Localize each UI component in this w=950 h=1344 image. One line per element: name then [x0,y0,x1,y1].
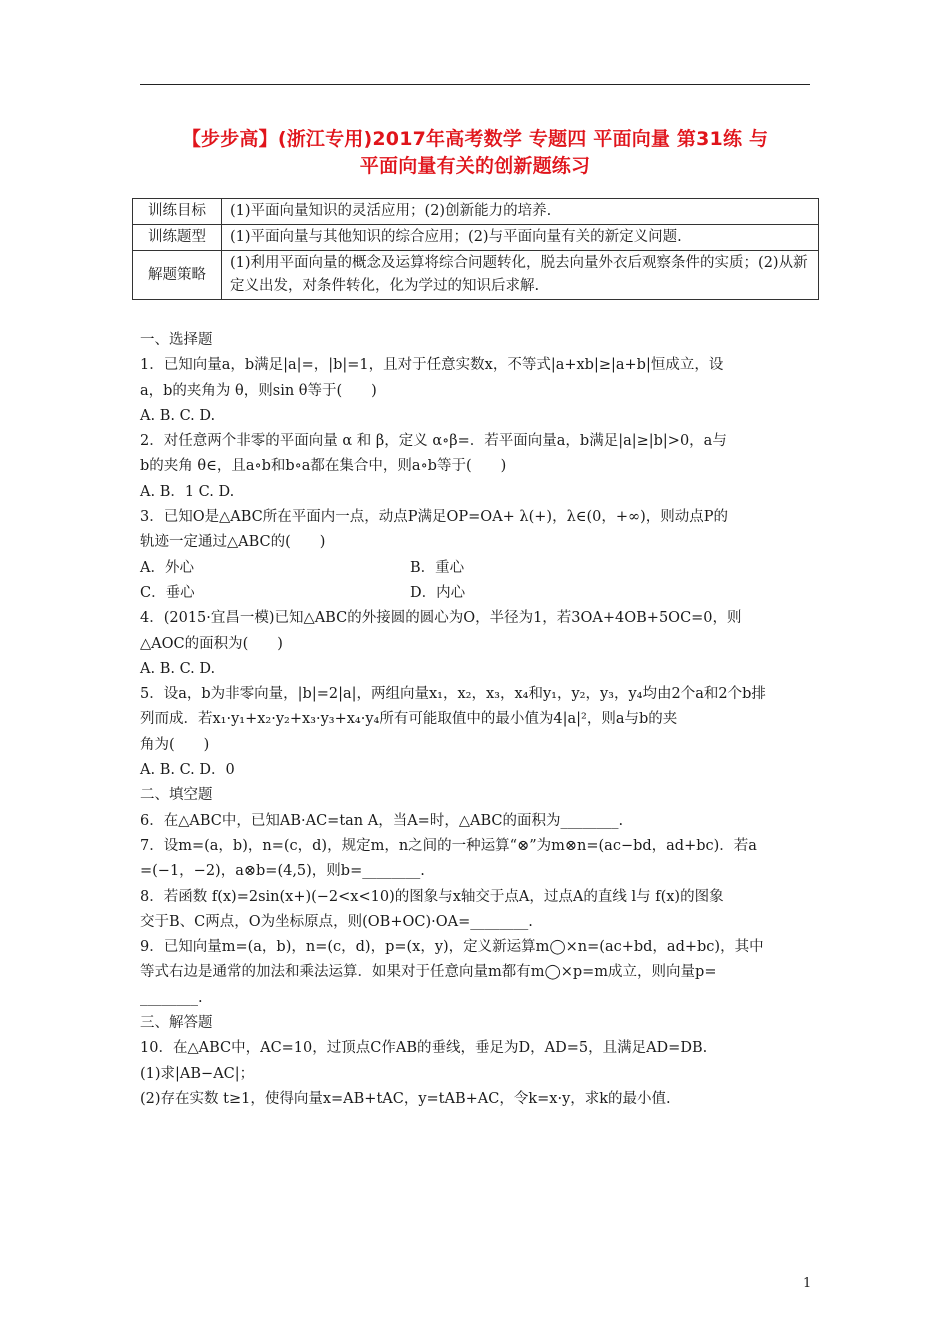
document-title [130,126,820,180]
option: C．垂心 [140,584,195,601]
text-line: 10．在△ABC中，AC=10，过顶点C作AB的垂线，垂足为D，AD=5，且满足AD=DB. [140,1040,708,1057]
text-line: 6．在△ABC中，已知AB·AC=tan A，当A=时，△ABC的面积为________. [140,812,624,829]
text-line: 等式右边是通常的加法和乘法运算．如果对于任意向量m都有m◯×p=m成立，则向量p= [140,964,717,981]
problem-content [140,328,812,1112]
text-line: 5．设a，b为非零向量，|b|=2|a|，两组向量x₁，x₂，x₃，x₄和y₁，y₂，y₃，y₄均由2个a和2个b排 [140,686,766,703]
answer-options: A. B．1 C. D. [140,483,235,500]
option: D．内心 [410,584,466,601]
title-line-2: 平面向量有关的创新题练习 [359,155,591,177]
section-heading: 一、选择题 [140,332,213,348]
text-line: =(−1，−2)，a⊗b=(4,5)，则b=________. [140,863,425,880]
text-line: (2)存在实数 t≥1，使得向量x=AB+tAC，y=tAB+AC，令k=x·y，求k的最小值. [140,1090,671,1107]
text-line: 8．若函数 f(x)=2sin(x+)(−2<x<10)的图象与x轴交于点A，过点A的直线 l与 f(x)的图象 [140,888,724,905]
answer-options: A. B. C. D. [140,407,216,424]
text-line: a，b的夹角为 θ，则sin θ等于( ) [140,382,377,399]
text-line: 4．(2015·宜昌一模)已知△ABC的外接圆的圆心为O，半径为1，若3OA+4OB+5OC=0，则 [140,610,742,627]
answer-options-row [140,581,812,606]
text-line: 轨迹一定通过△ABC的( ) [140,534,326,551]
header-rule [140,84,810,85]
option: A．外心 [140,559,194,576]
table-key: 训练题型 [133,225,222,251]
section-heading: 二、填空题 [140,787,213,804]
table-key: 解题策略 [133,251,222,300]
text-line: 3．已知O是△ABC所在平面内一点，动点P满足OP=OA+ λ(+)，λ∈(0，+∞)，则动点P的 [140,509,729,526]
text-line: 1．已知向量a，b满足|a|=，|b|=1，且对于任意实数x，不等式|a+xb|≥|a+b|恒成立，设 [140,357,724,374]
text-line: (1)求|AB−AC|； [140,1065,255,1082]
text-line: 列而成．若x₁·y₁+x₂·y₂+x₃·y₃+x₄·y₄所有可能取值中的最小值为4|a|²，则a与b的夹 [140,711,678,728]
option: B．重心 [410,559,465,576]
page-number: 1 [803,1276,812,1291]
section-heading: 三、解答题 [140,1015,213,1032]
text-line: 交于B、C两点，O为坐标原点，则(OB+OC)·OA=________. [140,913,533,930]
text-line: 9．已知向量m=(a，b)，n=(c，d)，p=(x，y)，定义新运算m◯×n=(ac+bd，ad+bc)，其中 [140,939,764,956]
answer-options-row [140,556,812,581]
table-value: (1)利用平面向量的概念及运算将综合问题转化，脱去向量外衣后观察条件的实质；(2)从新定义出发，对条件转化，化为学过的知识后求解. [222,251,819,300]
table-value: (1)平面向量知识的灵活应用；(2)创新能力的培养. [222,199,819,225]
table-row [133,251,819,300]
training-goals-table [132,198,819,300]
table-row [133,225,819,251]
table-row [133,199,819,225]
text-line: b的夹角 θ∈，且a∘b和b∘a都在集合中，则a∘b等于( ) [140,458,507,475]
table-value: (1)平面向量与其他知识的综合应用；(2)与平面向量有关的新定义问题. [222,225,819,251]
text-line: ________. [140,989,203,1006]
text-line: △AOC的面积为( ) [140,635,283,652]
text-line: 2．对任意两个非零的平面向量 α 和 β，定义 α∘β=．若平面向量a，b满足|a|≥|b|>0，a与 [140,433,727,450]
text-line: 7．设m=(a，b)，n=(c，d)，规定m，n之间的一种运算“⊗”为m⊗n=(ac−bd，ad+bc)．若a [140,837,757,854]
table-key: 训练目标 [133,199,222,225]
title-line-1: 【步步高】(浙江专用)2017年高考数学 专题四 平面向量 第31练 与 [181,128,769,150]
answer-options: A. B. C. D. [140,660,216,677]
text-line: 角为( ) [140,736,210,753]
answer-options: A. B. C. D．0 [140,762,235,779]
